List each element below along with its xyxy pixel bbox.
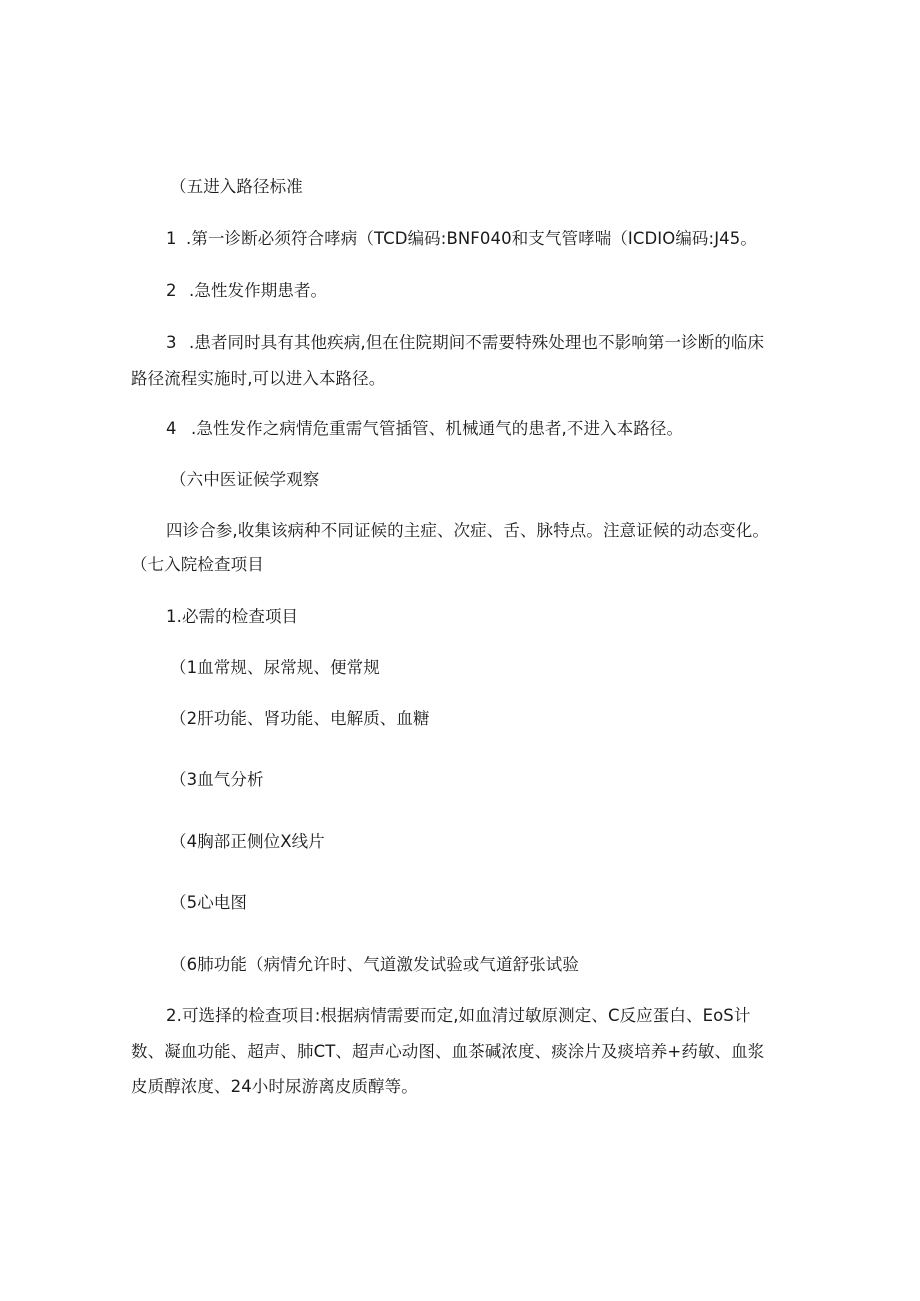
item-5-4 [166,418,683,440]
item-5-2-number: 2 [166,281,177,300]
required-exam-item-6: （6肺功能（病情允许时、气道激发试验或气道舒张试验 [170,955,579,974]
item-5-2-text: .急性发作期患者。 [189,281,328,300]
optional-exams-line-1: 2.可选择的检查项目:根据病情需要而定,如血清过敏原测定、C反应蛋白、EoS计 [166,1006,751,1025]
required-exam-item-2: （2肝功能、肾功能、电解质、血糖 [170,709,430,728]
required-exam-item-1: （1血常规、尿常规、便常规 [170,658,380,677]
optional-exams-line-2: 数、凝血功能、超声、肺CT、超声心动图、血茶碱浓度、痰涂片及痰培养+药敏、血浆 [131,1042,765,1061]
required-exam-item-4: （4胸部正侧位X线片 [170,832,325,851]
section-7-heading: （七入院检查项目 [131,555,264,574]
item-5-2 [166,280,327,302]
item-5-1 [166,228,757,250]
section-6-text: 四诊合参,收集该病种不同证候的主症、次症、舌、脉特点。注意证候的动态变化。 [166,521,769,540]
required-exam-item-5: （5心电图 [170,893,247,912]
section-5-heading: （五进入路径标准 [170,177,303,196]
required-exam-item-3: （3血气分析 [170,770,264,789]
item-5-3 [166,332,764,354]
optional-exams-line-3: 皮质醇浓度、24小时尿游离皮质醇等。 [131,1077,418,1096]
item-5-1-text: .第一诊断必须符合哮病（TCD编码:BNF040和支气管哮喘（ICDIO编码:J45。 [186,229,757,248]
item-5-4-number: 4 [166,419,177,438]
item-5-4-text: .急性发作之病情危重需气管插管、机械通气的患者,不进入本路径。 [191,419,684,438]
required-exams-heading: 1.必需的检查项目 [166,607,299,626]
item-5-1-number: 1 [166,229,177,248]
item-5-3-continuation: 路径流程实施时,可以进入本路径。 [131,369,386,388]
item-5-3-number: 3 [166,333,177,352]
item-5-3-text: .患者同时具有其他疾病,但在住院期间不需要特殊处理也不影响第一诊断的临床 [189,333,765,352]
section-6-heading: （六中医证候学观察 [170,470,320,489]
